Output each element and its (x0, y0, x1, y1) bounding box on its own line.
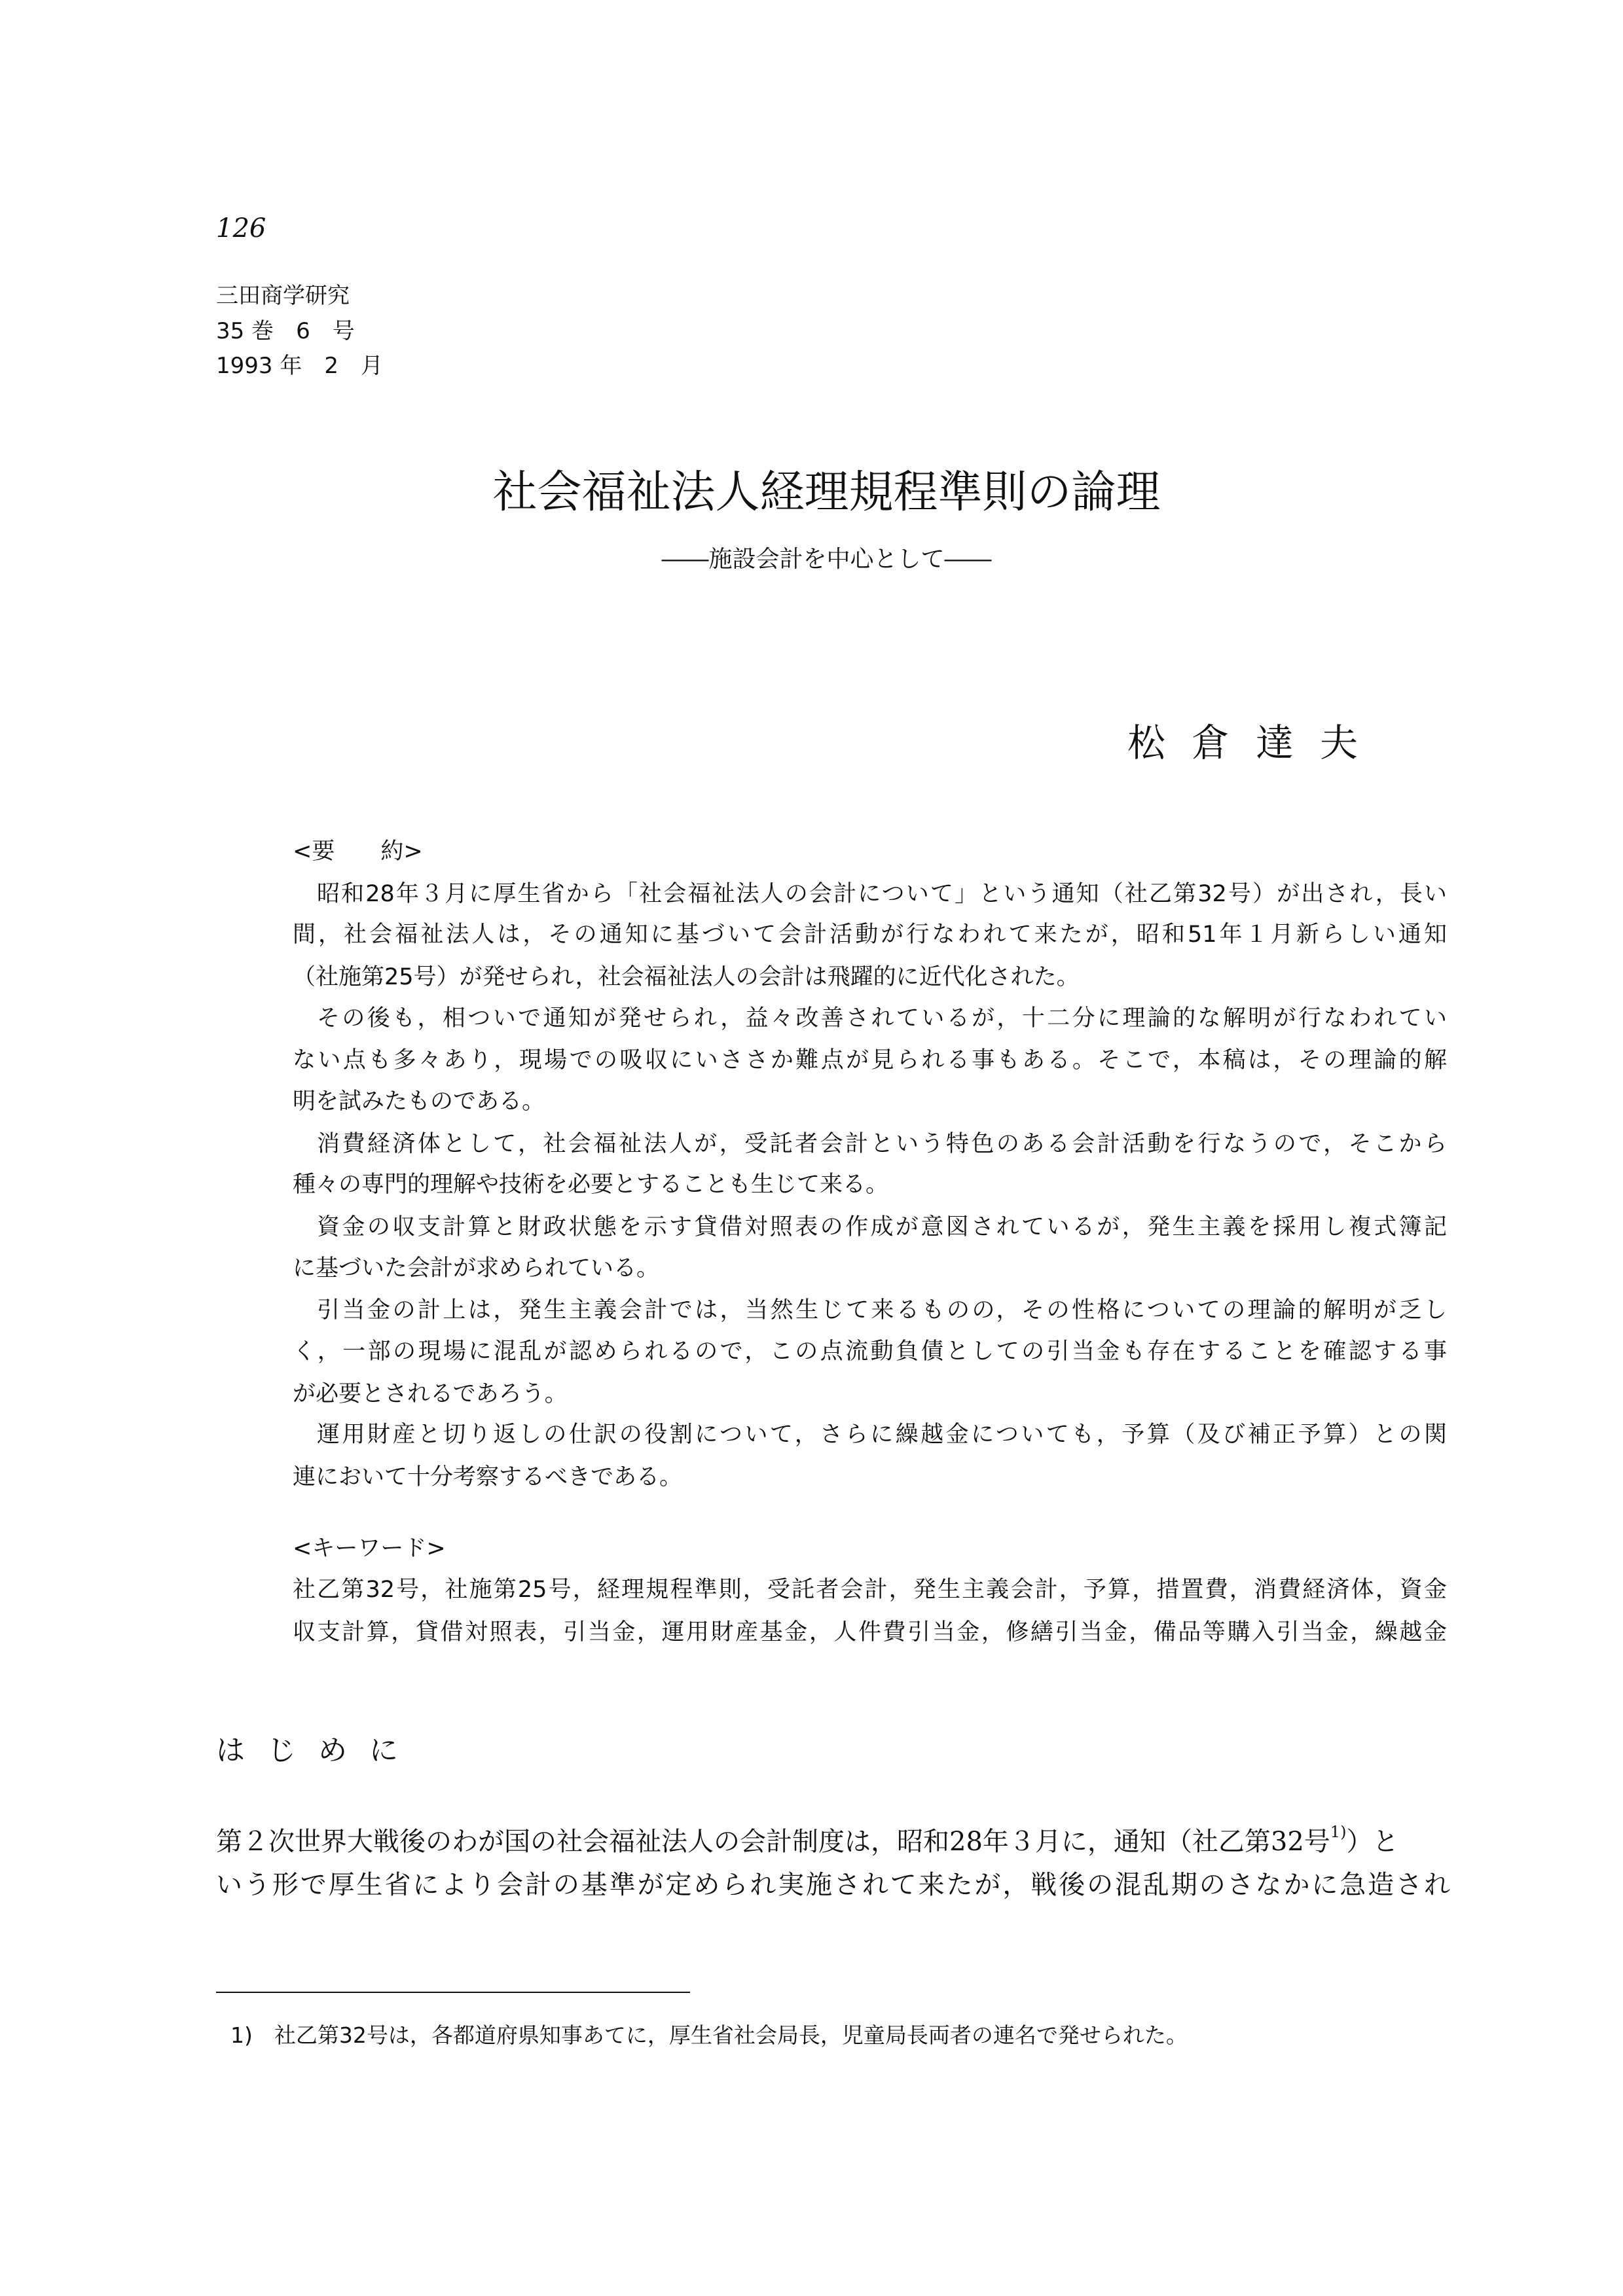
abstract-line: 間，社会福祉法人は，その通知に基づいて会計活動が行なわれて来たが，昭和51年１月新らしい通知 (293, 922, 1447, 948)
journal-name: 三田商学研究 (216, 283, 350, 309)
body-text: 第２次世界大戦後のわが国の社会福祉法人の会計制度は，昭和28年３月に，通知（社乙第32号 (216, 1827, 1330, 1857)
keywords-heading: <キーワード> (293, 1535, 446, 1562)
keywords-line: 社乙第32号，社施第25号，経理規程準則，受託者会計，発生主義会計，予算，措置費，消費経済体，資金 (293, 1577, 1447, 1603)
abstract-line: 消費経済体として，社会福祉法人が，受託者会計という特色のある会計活動を行なうので，そこから (317, 1131, 1447, 1157)
abstract-line: 種々の専門的理解や技術を必要とすることも生じて来る。 (293, 1172, 889, 1198)
abstract-line: 連において十分考察するべきである。 (293, 1464, 683, 1490)
article-title: 社会福祉法人経理規程準則の論理 (492, 467, 1161, 518)
abstract-line: が必要とされるであろう。 (293, 1381, 568, 1407)
abstract-line: ない点も多々あり，現場での吸収にいささか難点が見られる事もある。そこで，本稿は，その理論的解 (293, 1047, 1447, 1073)
article-subtitle: ――施設会計を中心として―― (661, 546, 992, 573)
abstract-line: その後も，相ついで通知が発せられ，益々改善されているが，十二分に理論的な解明が行なわれてい (317, 1005, 1447, 1031)
page-number: 126 (216, 213, 266, 243)
body-text: ）と (1346, 1827, 1399, 1857)
section-heading: はじめに (216, 1734, 420, 1767)
keywords-line: 収支計算，貸借対照表，引当金，運用財産基金，人件費引当金，修繕引当金，備品等購入引当金，繰越金 (293, 1619, 1447, 1645)
abstract-line: 昭和28年３月に厚生省から「社会福祉法人の会計について」という通知（社乙第32号）が出され，長い (317, 881, 1447, 907)
abstract-line: （社施第25号）が発せられ，社会福祉法人の会計は飛躍的に近代化された。 (293, 964, 1080, 990)
author-name: 松倉達夫 (1127, 721, 1384, 765)
journal-date: 1993 年 2 月 (216, 353, 383, 379)
abstract-line: く，一部の現場に混乱が認められるので，この点流動負債としての引当金も存在することを確認する事 (293, 1338, 1447, 1365)
body-line (216, 1821, 1450, 1858)
abstract-line: 明を試みたものである。 (293, 1088, 545, 1115)
footnote-divider (216, 1992, 690, 1993)
journal-volume: 35 巻 6 号 (216, 318, 355, 344)
abstract-line: 引当金の計上は，発生主義会計では，当然生じて来るものの，その性格についての理論的解明が乏し (317, 1297, 1447, 1323)
abstract-line: に基づいた会計が求められている。 (293, 1255, 660, 1282)
abstract-line: 資金の収支計算と財政状態を示す貸借対照表の作成が意図されているが，発生主義を採用し複式簿記 (317, 1214, 1447, 1240)
abstract-heading: <要 約> (293, 838, 423, 865)
footnote: 1) 社乙第32号は，各都道府県知事あてに，厚生省社会局長，児童局長両者の連名で発せられた。 (230, 2022, 1188, 2048)
body-line: いう形で厚生省により会計の基準が定められ実施されて来たが，戦後の混乱期のさなかに急造され (216, 1870, 1450, 1900)
footnote-ref[interactable]: 1) (1330, 1822, 1347, 1841)
abstract-line: 運用財産と切り返しの仕訳の役割について，さらに繰越金についても，予算（及び補正予算）との関 (317, 1422, 1447, 1448)
